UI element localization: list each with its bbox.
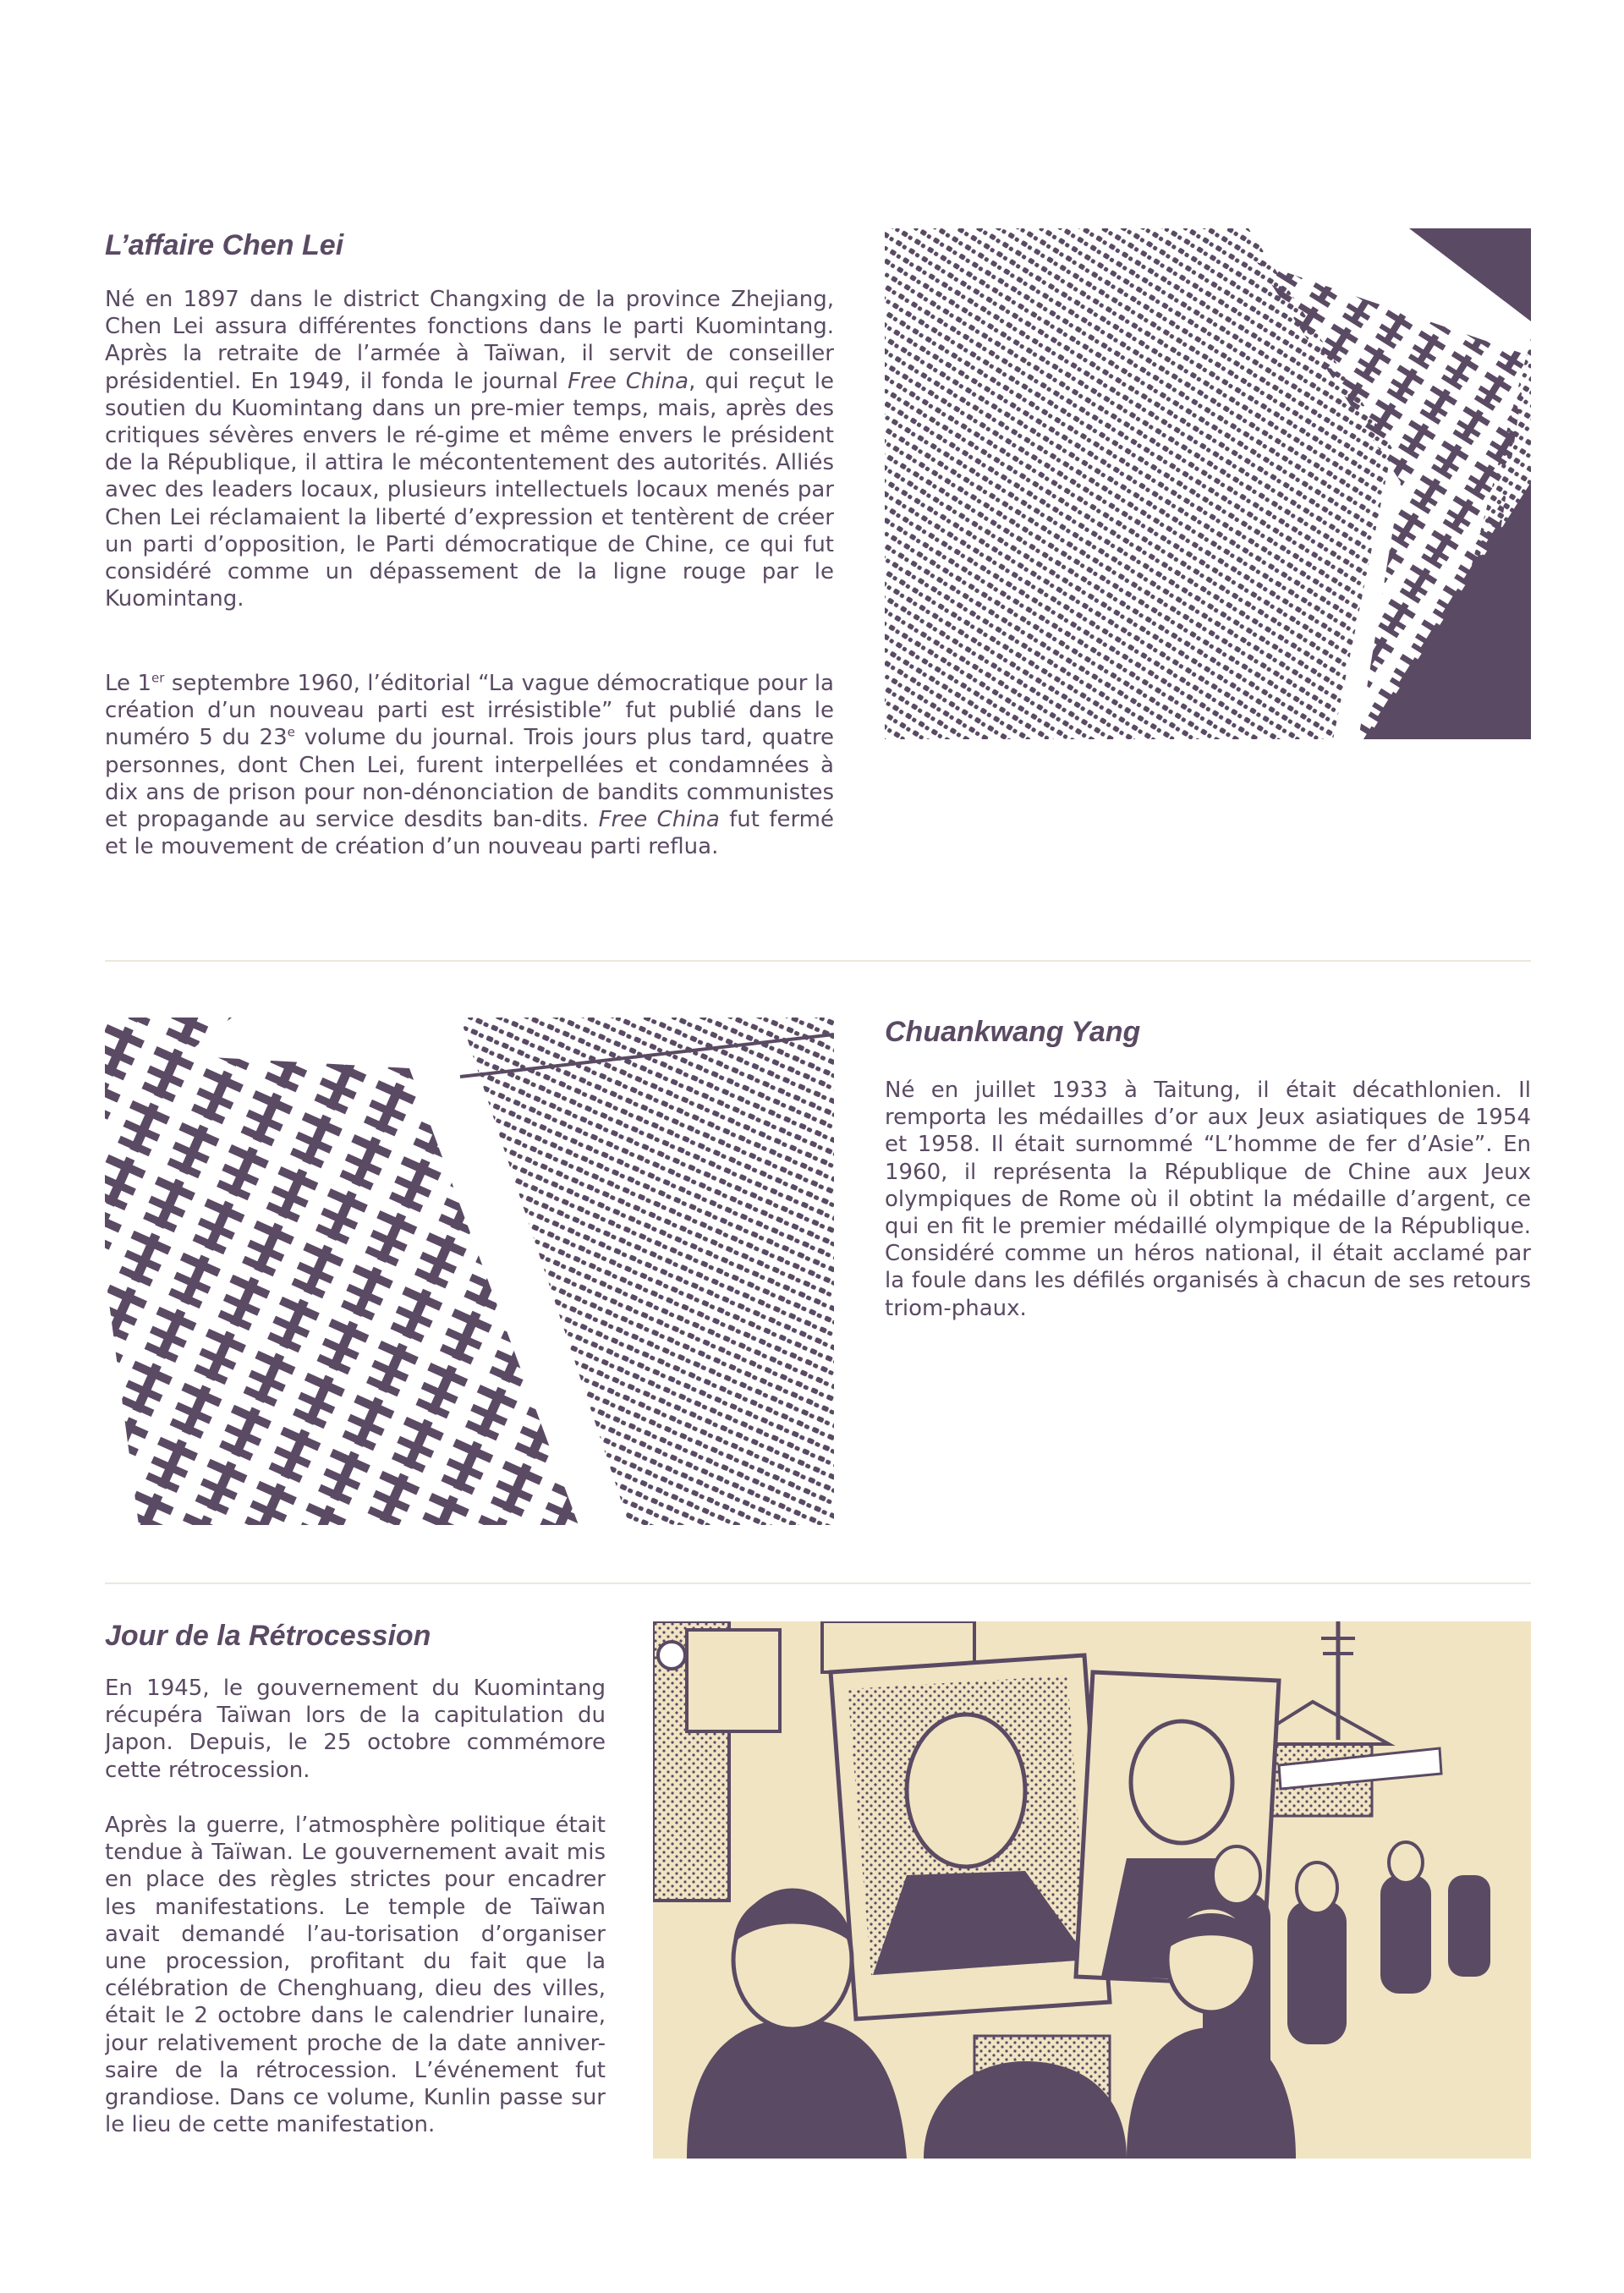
retrocession-paragraph-1: En 1945, le gouvernement du Kuomintang récupéra Taïwan lors de la capitulation du Japon. Depuis, le 25 octobre commémore cette rétrocession. xyxy=(105,1676,606,1783)
section-title-chen-lei: L’affaire Chen Lei xyxy=(105,229,344,261)
free-china-title: Free China xyxy=(568,368,689,394)
procession-drawing xyxy=(653,1621,1531,2159)
newspaper-illustration-chen-lei xyxy=(885,228,1531,739)
section-title-retrocession: Jour de la Rétrocession xyxy=(105,1620,431,1652)
chen-lei-p1-text: Né en 1897 dans le district Changxing de la province Zhejiang, Chen Lei assura différentes fonctions dans le parti Kuomintang. Après la retraite de l’armée à Taïwan, il servit de conseiller présidentiel. En 1949, il fonda le journal xyxy=(105,287,834,394)
yang-paragraph: Né en juillet 1933 à Taitung, il était décathlonien. Il remporta les médailles d’or aux Jeux asiatiques de 1954 et 1958. Il était surnommé “L’homme de fer d’Asie”. En 1960, il représenta la République de Chine aux Jeux olympiques de Rome où il obtint la médaille d’argent, ce qui en fit le premier médaillé olympique de la République. Considéré comme un héros national, il était acclamé par la foule dans les défilés organisés à chacun de ses retours triom-phaux. xyxy=(885,1078,1531,1321)
newspaper-illustration-yang xyxy=(105,1018,834,1525)
ordinal-er: er xyxy=(151,670,165,686)
procession-illustration xyxy=(653,1621,1531,2159)
chen-lei-p1-tail: , qui reçut le soutien du Kuomintang dans un pre-mier temps, mais, après des critiques sévères envers le ré-gime et même envers le président de la République, il attira le mécontentement des autorités. Alliés avec des leaders locaux, plusieurs intellectuels locaux menés par Chen Lei réclamaient la liberté d’expression et tentèrent de créer un parti d’opposition, le Parti démocratique de Chine, ce qui fut considéré comme un dépassement de la ligne rouge par le Kuomintang. xyxy=(105,368,834,612)
chen-lei-p2-b: septembre 1960, l’éditorial “La vague démocratique pour la création d’un nouveau parti est irrésistible” fut publié dans le numéro 5 du 23 xyxy=(105,671,834,751)
free-china-title-2: Free China xyxy=(598,807,720,833)
newspaper-clipping-drawing xyxy=(885,228,1531,739)
chen-lei-paragraph-2 xyxy=(105,670,834,924)
newspaper-headline-drawing xyxy=(105,1018,834,1525)
retrocession-paragraph-2: Après la guerre, l’atmosphère politique était tendue à Taïwan. Le gouvernement avait mis en place des règles strictes pour encadrer les manifestations. Le temple de Taïwan avait demandé l’au-torisation d’organiser une procession, profitant du fait que la célébration de Chenghuang, dieu des villes, était le 2 octobre dans le calendrier lunaire, jour relativement proche de la date anniver-saire de la rétrocession. L’événement fut grandiose. Dans ce volume, Kunlin passe sur le lieu de cette manifestation. xyxy=(105,1813,606,2138)
chen-lei-p2-c: volume du journal. Trois jours plus tard, quatre personnes, dont Chen Lei, furent interpellées et condamnées à dix ans de prison pour non-dénonciation de bandits communistes et propagande au service desdits ban-dits. xyxy=(105,725,834,833)
chen-lei-paragraph-1 xyxy=(105,286,834,641)
chen-lei-p2-d: fut fermé et le mouvement de création d’un nouveau parti reflua. xyxy=(105,807,834,860)
ordinal-e: e xyxy=(287,724,295,740)
section-divider-2 xyxy=(105,1583,1531,1584)
section-divider-1 xyxy=(105,960,1531,962)
chen-lei-p2-a: Le 1 xyxy=(105,671,151,696)
section-title-yang: Chuankwang Yang xyxy=(885,1016,1141,1048)
